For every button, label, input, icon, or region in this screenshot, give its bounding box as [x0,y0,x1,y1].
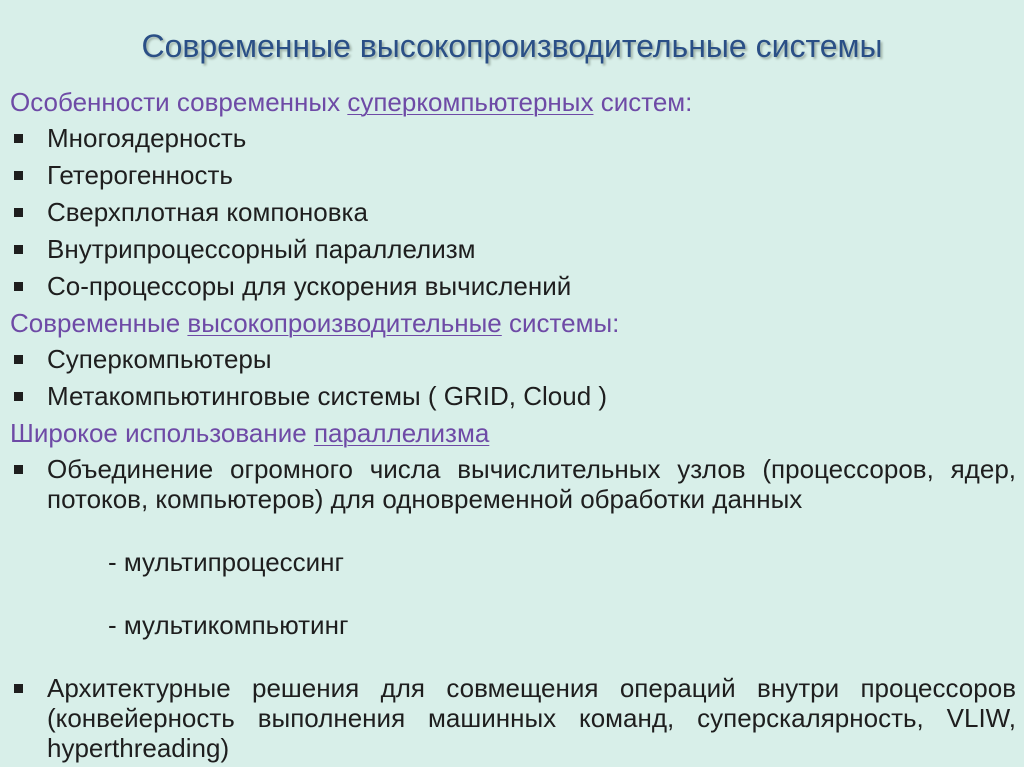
sub-item-multiprocessing: - мультипроцессинг [108,547,345,577]
list-item: Архитектурные решения для совмещения операций внутри процессоров (конвейерность выполнения машинных команд, суперскалярность, VLIW, hyperthreading) [10,670,1016,767]
square-bullet-icon [14,171,23,180]
heading-link-supercomputer[interactable]: суперкомпьютерных [347,87,594,117]
heading-link-parallelism[interactable]: параллелизма [313,418,490,448]
square-bullet-icon [14,282,23,291]
list-item: Объединение огромного числа вычислительных узлов (процессоров, ядер, потоков, компьютеров) для одновременной обработки данных [10,451,1016,518]
list-item: Многоядерность [10,120,1016,157]
square-bullet-icon [14,392,23,401]
sub-item-multicomputing: - мультикомпьютинг [108,610,349,640]
list-item: Со-процессоры для ускорения вычислений [10,268,1016,305]
heading-link-hpc[interactable]: высокопроизводительные [187,308,502,338]
list-item: Внутрипроцессорный параллелизм [10,231,1016,268]
list-item: Суперкомпьютеры [10,341,1016,378]
section-heading-hpc: Современные высокопроизводительные системы: [10,308,620,338]
square-bullet-icon [14,465,23,474]
square-bullet-icon [14,684,23,693]
slide-content [10,84,1016,767]
slide-title: Современные высокопроизводительные системы [141,28,883,64]
square-bullet-icon [14,245,23,254]
section-heading-features: Особенности современных суперкомпьютерных систем: [10,87,693,117]
list-item: Метакомпьютинговые системы ( GRID, Cloud ) [10,378,1016,415]
list-item: Гетерогенность [10,157,1016,194]
square-bullet-icon [14,208,23,217]
list-item: Сверхплотная компоновка [10,194,1016,231]
square-bullet-icon [14,355,23,364]
section-heading-parallelism: Широкое использование параллелизма [10,418,490,448]
square-bullet-icon [14,134,23,143]
